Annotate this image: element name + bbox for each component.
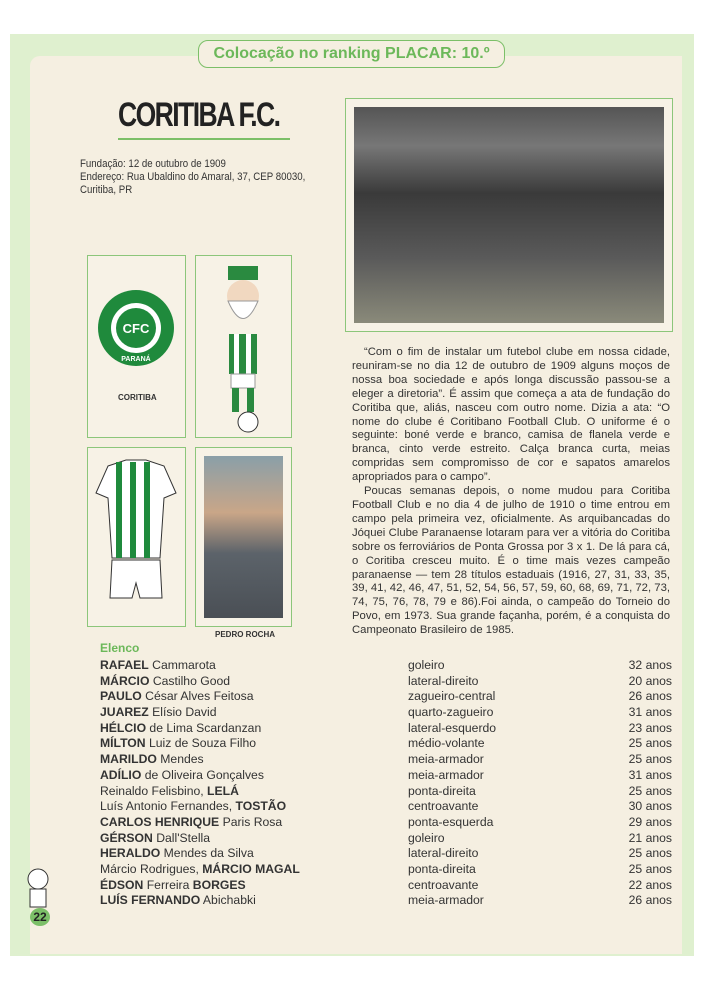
player-age: 31 anos bbox=[628, 767, 672, 782]
player-nickname: GÉRSON bbox=[100, 830, 153, 845]
player-surname: Mendes da Silva bbox=[160, 846, 254, 861]
kit-panel bbox=[87, 447, 186, 627]
player-surname: Paris Rosa bbox=[219, 814, 283, 829]
player-position: ponta-direita bbox=[408, 783, 476, 798]
player-nickname: MARILDO bbox=[100, 752, 157, 767]
player-surname: César Alves Feitosa bbox=[141, 689, 254, 704]
player-surname: Elísio David bbox=[148, 705, 217, 720]
player-nickname: MÁRCIO MAGAL bbox=[202, 861, 300, 876]
player-name bbox=[100, 674, 230, 688]
player-position: goleiro bbox=[408, 830, 445, 845]
player-age: 20 anos bbox=[628, 673, 672, 688]
player-nickname: RAFAEL bbox=[100, 658, 149, 672]
team-photo bbox=[354, 107, 664, 323]
player-age: 23 anos bbox=[628, 720, 672, 735]
player-nickname: CARLOS HENRIQUE bbox=[100, 814, 220, 829]
crest-bottom-text: PARANÁ bbox=[121, 356, 151, 363]
roster-table bbox=[100, 658, 672, 909]
player-nickname: JUAREZ bbox=[100, 705, 149, 720]
coach-caption: PEDRO ROCHA bbox=[215, 630, 276, 639]
player-name bbox=[100, 893, 256, 907]
history-paragraph: “Com o fim de instalar um futebol clube em nossa cidade, reuniram-se no dia 12 de outubro de 1909 alguns moços de nossa boa sociedade e após longa discussão passou-se a eleger a diretoria”. É assim que começa a ata de fundação do Coritiba que, aliás, nasceu com outro nome. Dizia a ata: “O nome do clube é Coritibano Football Club. O uniforme é o seguinte: boné verde e branco, camisa de flanela verde e branca, cinto verde estreito. Calça branca curta, meias compridas sem compromisso de cor e sapatos amarelos apropriados para o campo”. bbox=[352, 346, 670, 484]
player-position: ponta-direita bbox=[408, 861, 476, 876]
roster-row bbox=[100, 862, 672, 878]
roster-row bbox=[100, 768, 672, 784]
player-name bbox=[100, 705, 217, 719]
page-number: 22 bbox=[30, 908, 50, 926]
city: Curitiba, PR bbox=[80, 184, 133, 196]
roster-row bbox=[100, 689, 672, 705]
player-given-name: Luís Antonio Fernandes, bbox=[100, 799, 236, 814]
mascot-illustration-icon bbox=[196, 256, 291, 437]
player-surname: Abichabki bbox=[200, 893, 256, 908]
club-info bbox=[80, 158, 305, 197]
player-name bbox=[100, 878, 246, 892]
player-nickname: ÉDSON bbox=[100, 877, 144, 892]
roster-row bbox=[100, 815, 672, 831]
player-name bbox=[100, 658, 216, 672]
player-nickname: MÍLTON bbox=[100, 736, 146, 751]
player-age: 21 anos bbox=[628, 830, 672, 845]
player-position: médio-volante bbox=[408, 736, 485, 751]
player-position: lateral-direito bbox=[408, 846, 479, 861]
player-surname: Ferreira bbox=[143, 877, 193, 892]
player-position: ponta-esquerda bbox=[408, 814, 494, 829]
player-name bbox=[100, 784, 239, 798]
title-underline bbox=[118, 138, 290, 140]
player-surname: de Lima Scardanzan bbox=[146, 720, 262, 735]
player-position: goleiro bbox=[408, 658, 445, 672]
roster-row bbox=[100, 799, 672, 815]
player-given-name: Márcio Rodrigues, bbox=[100, 861, 203, 876]
history-paragraph: Poucas semanas depois, o nome mudou para Coritiba Football Club e no dia 4 de julho de 1910 o time entrou em campo pela primeira vez, oficialmente. As arquibancadas do Jóquei Clube Paranaense lotaram para ver a vitória do Coritiba sobre os ferroviários de Ponta Grossa por 3 x 1. De lá para cá, o Coritiba cresceu muito. É o time mais vezes campeão paranaense — tem 28 títulos estaduais (1916, 27, 31, 33, 35, 39, 41, 42, 46, 47, 51, 52, 54, 56, 57, 59, 60, 68, 69, 71, 72, 73, 74, 75, 76, 78, 79 e 86).Foi ainda, o campeão do Torneio do Povo, em 1973. Sua grande façanha, porém, é a conquista do Campeonato Brasileiro de 1985. bbox=[352, 485, 670, 637]
player-nickname: MÁRCIO bbox=[100, 673, 150, 688]
player-position: centroavante bbox=[408, 799, 479, 814]
player-surname: Castilho Good bbox=[149, 673, 231, 688]
roster-row bbox=[100, 752, 672, 768]
club-crest-icon bbox=[88, 256, 185, 406]
roster-row bbox=[100, 784, 672, 800]
player-nickname: LUÍS FERNANDO bbox=[100, 893, 201, 908]
logo-panel bbox=[87, 255, 186, 438]
roster-row bbox=[100, 893, 672, 909]
roster-row bbox=[100, 705, 672, 721]
player-nickname: HÉLCIO bbox=[100, 720, 147, 735]
logo-caption: CORITIBA bbox=[118, 393, 157, 402]
roster-row bbox=[100, 736, 672, 752]
player-name bbox=[100, 831, 210, 845]
team-photo-frame bbox=[345, 98, 673, 332]
ranking-banner: Colocação no ranking PLACAR: 10.º bbox=[198, 40, 505, 68]
player-name bbox=[100, 815, 282, 829]
crest-initials: CFC bbox=[122, 321, 150, 336]
player-nickname: TOSTÃO bbox=[235, 799, 287, 814]
player-age: 25 anos bbox=[628, 846, 672, 861]
player-age: 29 anos bbox=[628, 814, 672, 829]
player-name bbox=[100, 862, 300, 876]
player-position: lateral-esquerdo bbox=[408, 720, 497, 735]
player-age: 30 anos bbox=[628, 799, 672, 814]
roster-row bbox=[100, 658, 672, 674]
player-surname: de Oliveira Gonçalves bbox=[141, 767, 264, 782]
player-name bbox=[100, 846, 254, 860]
club-title: CORITIBA F.C. bbox=[118, 96, 280, 134]
roster-row bbox=[100, 674, 672, 690]
player-nickname: PAULO bbox=[100, 689, 142, 704]
roster-row bbox=[100, 831, 672, 847]
player-age: 31 anos bbox=[628, 705, 672, 720]
player-age: 25 anos bbox=[628, 783, 672, 798]
player-position: meia-armador bbox=[408, 767, 484, 782]
player-position: lateral-direito bbox=[408, 673, 479, 688]
roster-row bbox=[100, 721, 672, 737]
player-position: zagueiro-central bbox=[408, 689, 496, 704]
address: Endereço: Rua Ubaldino do Amaral, 37, CEP 80030, bbox=[80, 171, 306, 183]
player-name bbox=[100, 721, 261, 735]
coach-photo-panel bbox=[195, 447, 292, 627]
player-given-name: Reinaldo Felisbino, bbox=[100, 783, 208, 798]
player-age: 25 anos bbox=[628, 861, 672, 876]
player-age: 25 anos bbox=[628, 752, 672, 767]
coach-photo bbox=[204, 456, 283, 618]
player-surname: Mendes bbox=[156, 752, 204, 767]
mascot-panel bbox=[195, 255, 292, 438]
player-name bbox=[100, 689, 254, 703]
player-surname: Dall'Stella bbox=[152, 830, 211, 845]
roster-row bbox=[100, 878, 672, 894]
player-age: 26 anos bbox=[628, 689, 672, 704]
player-surname: Luiz de Souza Filho bbox=[145, 736, 257, 751]
player-nickname: ADÍLIO bbox=[100, 767, 142, 782]
player-age: 32 anos bbox=[628, 658, 672, 672]
player-name bbox=[100, 768, 264, 782]
player-position: meia-armador bbox=[408, 893, 484, 908]
player-age: 22 anos bbox=[628, 877, 672, 892]
founded: Fundação: 12 de outubro de 1909 bbox=[80, 158, 226, 170]
player-nickname: LELÁ bbox=[207, 783, 239, 798]
player-name bbox=[100, 752, 204, 766]
player-age: 26 anos bbox=[628, 893, 672, 908]
player-name bbox=[100, 799, 286, 813]
roster-heading: Elenco bbox=[100, 641, 140, 655]
player-surname: Cammarota bbox=[148, 658, 216, 672]
roster-row bbox=[100, 846, 672, 862]
player-nickname-2: BORGES bbox=[192, 877, 246, 892]
player-age: 25 anos bbox=[628, 736, 672, 751]
club-history bbox=[352, 346, 670, 638]
player-position: quarto-zagueiro bbox=[408, 705, 494, 720]
player-name bbox=[100, 736, 256, 750]
player-position: centroavante bbox=[408, 877, 479, 892]
player-nickname: HERALDO bbox=[100, 846, 161, 861]
player-position: meia-armador bbox=[408, 752, 484, 767]
kit-jersey-icon bbox=[88, 448, 185, 626]
